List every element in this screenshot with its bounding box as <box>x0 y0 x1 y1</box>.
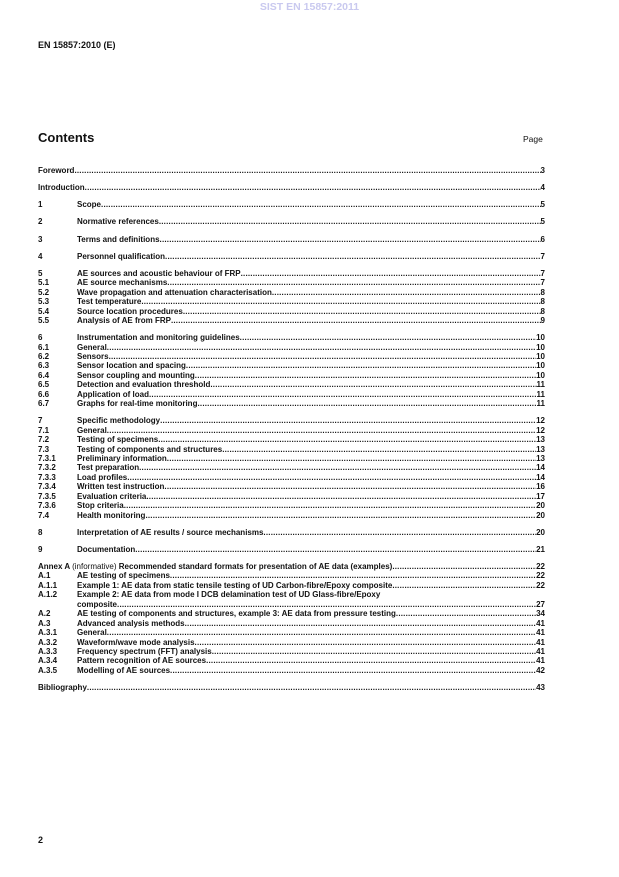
toc-entry[interactable] <box>38 235 545 244</box>
toc-entry-title: Specific methodology <box>77 416 161 426</box>
toc-entry-page: 20 <box>536 510 545 520</box>
toc-entry-number: 7.3.5 <box>38 491 56 501</box>
toc-entry-number: 2 <box>38 217 43 227</box>
toc-entry-page: 13 <box>536 454 545 463</box>
toc-entry-title: Documentation <box>77 544 136 554</box>
dot-leader <box>222 445 536 454</box>
toc-entry-page: 43 <box>536 682 545 692</box>
dot-leader <box>117 600 536 609</box>
dot-leader <box>210 380 536 389</box>
toc-group <box>38 217 545 226</box>
dot-leader <box>185 619 537 628</box>
toc-entry[interactable] <box>38 416 545 425</box>
toc-entry-number: 5.5 <box>38 315 50 325</box>
toc-entry-number: 7.4 <box>38 510 50 520</box>
toc-entry-number: 7.1 <box>38 425 50 435</box>
toc-entry-page: 13 <box>536 435 545 445</box>
toc-entry-number: 5.1 <box>38 278 50 288</box>
toc-entry-number: 7.3.6 <box>38 501 56 511</box>
toc-group <box>38 235 545 244</box>
toc-entry-title: Detection and evaluation threshold <box>77 380 211 390</box>
dot-leader <box>186 361 536 370</box>
toc-entry-number: 6.4 <box>38 370 50 380</box>
toc-entry-title: Evaluation criteria <box>77 491 147 501</box>
toc-entry-number: 5 <box>38 268 43 278</box>
toc-entry-page: 14 <box>536 463 545 473</box>
toc-entry-title: Waveform/wave mode analysis <box>77 637 195 647</box>
toc-entry-number: A.3.2 <box>38 637 58 647</box>
toc-entry-number: 3 <box>38 234 43 244</box>
dot-leader <box>146 492 536 501</box>
toc-entry-title: Terms and definitions <box>77 234 160 244</box>
toc-entry-title: Test preparation <box>77 463 140 473</box>
toc-entry-page: 5 <box>540 200 545 210</box>
toc-entry-number: 8 <box>38 527 43 537</box>
toc-entry-page: 22 <box>536 571 545 581</box>
dot-leader <box>167 278 540 287</box>
watermark: SIST EN 15857:2011 <box>259 1 360 13</box>
toc-entry-number: 5.4 <box>38 306 50 316</box>
toc-entry-page: 6 <box>540 234 545 244</box>
table-of-contents <box>38 166 545 700</box>
toc-entry-title: General <box>77 628 107 638</box>
dot-leader <box>164 482 536 491</box>
toc-entry[interactable] <box>38 638 545 647</box>
toc-group <box>38 683 545 692</box>
toc-entry-page: 11 <box>536 399 545 409</box>
toc-entry-title: Foreword <box>38 166 75 175</box>
dot-leader <box>197 399 536 408</box>
toc-entry-title: Example 2: AE data from mode I DCB delamination test of UD Glass-fibre/Epoxy <box>77 590 381 600</box>
toc-entry[interactable] <box>38 399 545 408</box>
toc-entry-page: 14 <box>536 472 545 482</box>
toc-entry[interactable] <box>38 445 545 454</box>
toc-entry-number: 5.3 <box>38 297 50 307</box>
toc-entry[interactable] <box>38 361 545 370</box>
toc-entry-title: General <box>77 342 107 352</box>
toc-entry[interactable] <box>38 562 545 571</box>
toc-entry-title: Scope <box>77 200 102 210</box>
toc-group <box>38 545 545 554</box>
toc-entry-continuation[interactable] <box>38 600 545 609</box>
toc-entry-page: 7 <box>540 278 545 288</box>
toc-entry-page: 20 <box>536 501 545 511</box>
toc-entry[interactable] <box>38 609 545 618</box>
toc-entry[interactable] <box>38 269 545 278</box>
toc-entry[interactable] <box>38 371 545 380</box>
toc-group <box>38 183 545 192</box>
toc-entry-title: Frequency spectrum (FFT) analysis <box>77 646 212 656</box>
toc-entry-page: 11 <box>536 380 545 390</box>
toc-entry-title: Personnel qualification <box>77 251 166 261</box>
toc-entry-number: 4 <box>38 251 43 261</box>
toc-entry-page: 10 <box>536 361 545 371</box>
toc-entry[interactable] <box>38 454 545 463</box>
toc-entry-title: Graphs for real-time monitoring <box>77 399 198 409</box>
toc-entry-page: 41 <box>536 637 545 647</box>
toc-entry-title: General <box>77 425 107 435</box>
toc-entry[interactable] <box>38 656 545 665</box>
toc-entry-number: 7.3.4 <box>38 482 56 492</box>
toc-entry-number: 6.3 <box>38 361 50 371</box>
toc-entry-title: Example 1: AE data from static tensile testing of UD Carbon-fibre/Epoxy composite <box>77 580 393 590</box>
toc-entry-number: A.3.3 <box>38 646 58 656</box>
toc-entry[interactable] <box>38 647 545 656</box>
toc-entry-page: 22 <box>536 580 545 590</box>
toc-entry-page: 8 <box>540 306 545 316</box>
toc-entry-number: A.3 <box>38 618 51 628</box>
toc-entry[interactable] <box>38 278 545 287</box>
annex-informative: (informative) <box>72 562 117 571</box>
dot-leader <box>160 235 541 244</box>
toc-entry-title: Introduction <box>38 183 85 193</box>
dot-leader <box>85 183 541 192</box>
dot-leader <box>127 473 536 482</box>
toc-entry-number: 5.2 <box>38 287 50 297</box>
toc-entry-page: 20 <box>536 527 545 537</box>
toc-entry[interactable] <box>38 619 545 628</box>
toc-entry-title: Sensor coupling and mounting <box>77 370 195 380</box>
dot-leader <box>183 307 541 316</box>
toc-entry-number: 7.3 <box>38 444 50 454</box>
toc-entry[interactable] <box>38 343 545 352</box>
dot-leader <box>195 371 536 380</box>
toc-group <box>38 333 545 409</box>
toc-entry-page: 41 <box>536 646 545 656</box>
toc-group <box>38 562 545 675</box>
toc-entry-number: 6.2 <box>38 351 50 361</box>
toc-entry[interactable] <box>38 528 545 537</box>
toc-entry-number: 6.7 <box>38 399 50 409</box>
dot-leader <box>107 426 536 435</box>
toc-entry[interactable] <box>38 217 545 226</box>
toc-entry-title: AE testing of components and structures, example 3: AE data from pressure testing <box>77 609 396 619</box>
toc-entry-page: 8 <box>540 297 545 307</box>
toc-entry-title: Instrumentation and monitoring guidelines <box>77 333 240 343</box>
dot-leader <box>74 166 540 175</box>
toc-entry[interactable] <box>38 166 545 175</box>
toc-group <box>38 416 545 520</box>
dot-leader <box>145 511 536 520</box>
toc-entry-title: Bibliography <box>38 682 87 692</box>
dot-leader <box>139 463 536 472</box>
toc-entry[interactable] <box>38 333 545 342</box>
toc-entry[interactable] <box>38 183 545 192</box>
toc-entry-title: Wave propagation and attenuation characterisation <box>77 287 272 297</box>
toc-entry[interactable] <box>38 545 545 554</box>
dot-leader <box>272 288 541 297</box>
document-id: EN 15857:2010 (E) <box>38 40 116 50</box>
dot-leader <box>101 200 541 209</box>
toc-entry-number: 6.6 <box>38 389 50 399</box>
toc-entry[interactable] <box>38 511 545 520</box>
toc-entry-number: A.3.1 <box>38 628 58 638</box>
toc-entry-title: Normative references <box>77 217 159 227</box>
toc-entry-page: 7 <box>540 251 545 261</box>
toc-entry-page: 41 <box>536 628 545 638</box>
toc-entry-page: 10 <box>536 342 545 352</box>
toc-entry-page: 7 <box>540 268 545 278</box>
toc-entry[interactable] <box>38 492 545 501</box>
dot-leader <box>109 352 537 361</box>
toc-entry[interactable] <box>38 297 545 306</box>
toc-entry[interactable] <box>38 200 545 209</box>
dot-leader <box>241 269 541 278</box>
toc-entry-number: A.1.2 <box>38 590 58 600</box>
toc-group <box>38 166 545 175</box>
toc-entry[interactable] <box>38 316 545 325</box>
toc-group <box>38 200 545 209</box>
toc-entry-title: Load profiles <box>77 472 128 482</box>
dot-leader <box>392 562 536 571</box>
toc-group <box>38 269 545 326</box>
toc-entry[interactable] <box>38 288 545 297</box>
toc-entry-title: Testing of specimens <box>77 435 159 445</box>
dot-leader <box>159 217 541 226</box>
toc-entry-title-continued: composite <box>77 599 118 609</box>
toc-entry-page: 5 <box>540 217 545 227</box>
toc-entry-number: A.1.1 <box>38 580 58 590</box>
toc-entry-title: Preliminary information <box>77 454 167 463</box>
toc-entry-page: 13 <box>536 444 545 454</box>
toc-entry-title-text: Recommended standard formats for presentation of AE data (examples) <box>116 562 393 571</box>
toc-entry-title: Test temperature <box>77 297 142 307</box>
toc-entry-page: 10 <box>536 351 545 361</box>
toc-entry-number: A.3.5 <box>38 665 58 675</box>
toc-entry-page: 41 <box>536 618 545 628</box>
toc-entry[interactable] <box>38 581 545 590</box>
toc-entry-page: 42 <box>536 665 545 675</box>
toc-entry-number: 6 <box>38 333 43 343</box>
toc-entry-number: 7.2 <box>38 435 50 445</box>
toc-entry-page: 22 <box>536 562 545 571</box>
dot-leader <box>396 609 536 618</box>
toc-entry-page: 17 <box>536 491 545 501</box>
toc-entry-page: 16 <box>536 482 545 492</box>
toc-entry-title: Sensors <box>77 351 109 361</box>
toc-entry[interactable] <box>38 628 545 637</box>
dot-leader <box>107 628 536 637</box>
toc-entry[interactable] <box>38 590 545 599</box>
toc-entry-page: 27 <box>536 599 545 609</box>
dot-leader <box>135 545 536 554</box>
dot-leader <box>170 571 536 580</box>
dot-leader <box>107 343 536 352</box>
page-number: 2 <box>38 835 44 845</box>
toc-entry-page: 3 <box>540 166 545 175</box>
dot-leader <box>170 666 536 675</box>
toc-entry[interactable] <box>38 307 545 316</box>
toc-entry[interactable] <box>38 482 545 491</box>
toc-entry-number: 7.3.1 <box>38 454 56 463</box>
dot-leader <box>392 581 536 590</box>
toc-entry-page: 11 <box>536 389 545 399</box>
toc-entry[interactable] <box>38 426 545 435</box>
dot-leader <box>195 638 537 647</box>
toc-entry-number: 6.1 <box>38 342 50 352</box>
toc-entry-page: 9 <box>540 315 545 325</box>
dot-leader <box>87 683 536 692</box>
toc-entry-page: 8 <box>540 287 545 297</box>
dot-leader <box>212 647 536 656</box>
toc-entry-title: Health monitoring <box>77 510 146 520</box>
toc-entry-title <box>38 562 392 571</box>
toc-entry-title: Application of load <box>77 389 149 399</box>
toc-entry-number: 7 <box>38 416 43 426</box>
toc-entry-page: 41 <box>536 656 545 666</box>
annex-label: Annex A <box>38 562 70 571</box>
toc-entry-page: 21 <box>536 544 545 554</box>
toc-entry[interactable] <box>38 473 545 482</box>
toc-entry-page: 10 <box>536 370 545 380</box>
toc-entry-page: 10 <box>536 333 545 343</box>
dot-leader <box>167 454 536 463</box>
dot-leader <box>158 435 536 444</box>
toc-entry-title: Testing of components and structures <box>77 444 223 454</box>
toc-entry-title: Pattern recognition of AE sources <box>77 656 207 666</box>
dot-leader <box>141 297 540 306</box>
toc-entry-number: A.1 <box>38 571 51 581</box>
toc-entry-title: Stop criteria <box>77 501 124 511</box>
toc-entry-title: Written test instruction <box>77 482 165 492</box>
toc-entry-page: 12 <box>536 416 545 426</box>
toc-group <box>38 252 545 261</box>
toc-entry[interactable] <box>38 666 545 675</box>
toc-entry-number: A.2 <box>38 609 51 619</box>
toc-entry-number: A.3.4 <box>38 656 58 666</box>
toc-entry-title: Source location procedures <box>77 306 183 316</box>
dot-leader <box>240 333 536 342</box>
toc-entry-page: 12 <box>536 425 545 435</box>
toc-entry-number: 6.5 <box>38 380 50 390</box>
toc-entry-title: Sensor location and spacing <box>77 361 186 371</box>
toc-entry-title: AE testing of specimens <box>77 571 170 581</box>
toc-entry-title: Advanced analysis methods <box>77 618 185 628</box>
toc-entry[interactable] <box>38 352 545 361</box>
dot-leader <box>206 656 536 665</box>
dot-leader <box>263 528 536 537</box>
toc-entry-number: 7.3.3 <box>38 472 56 482</box>
toc-entry[interactable] <box>38 571 545 580</box>
toc-entry[interactable] <box>38 501 545 510</box>
toc-entry[interactable] <box>38 252 545 261</box>
toc-entry[interactable] <box>38 463 545 472</box>
dot-leader <box>124 501 536 510</box>
dot-leader <box>165 252 541 261</box>
toc-entry-title: Interpretation of AE results / source mechanisms <box>77 527 264 537</box>
toc-group <box>38 528 545 537</box>
toc-entry-title: Modelling of AE sources <box>77 665 171 675</box>
dot-leader <box>171 316 541 325</box>
toc-entry[interactable] <box>38 435 545 444</box>
toc-entry-title: AE sources and acoustic behaviour of FRP <box>77 268 241 278</box>
toc-entry[interactable] <box>38 380 545 389</box>
dot-leader <box>149 390 537 399</box>
toc-entry[interactable] <box>38 390 545 399</box>
toc-entry[interactable] <box>38 683 545 692</box>
toc-entry-title: Analysis of AE from FRP <box>77 315 171 325</box>
contents-heading: Contents <box>38 130 95 145</box>
dot-leader <box>160 416 536 425</box>
toc-entry-number: 1 <box>38 200 43 210</box>
toc-entry-page: 34 <box>536 609 545 619</box>
page-column-label: Page <box>523 134 543 144</box>
toc-entry-number: 7.3.2 <box>38 463 56 473</box>
toc-entry-title: AE source mechanisms <box>77 278 168 288</box>
toc-entry-number: 9 <box>38 544 43 554</box>
toc-entry-page: 4 <box>540 183 545 193</box>
